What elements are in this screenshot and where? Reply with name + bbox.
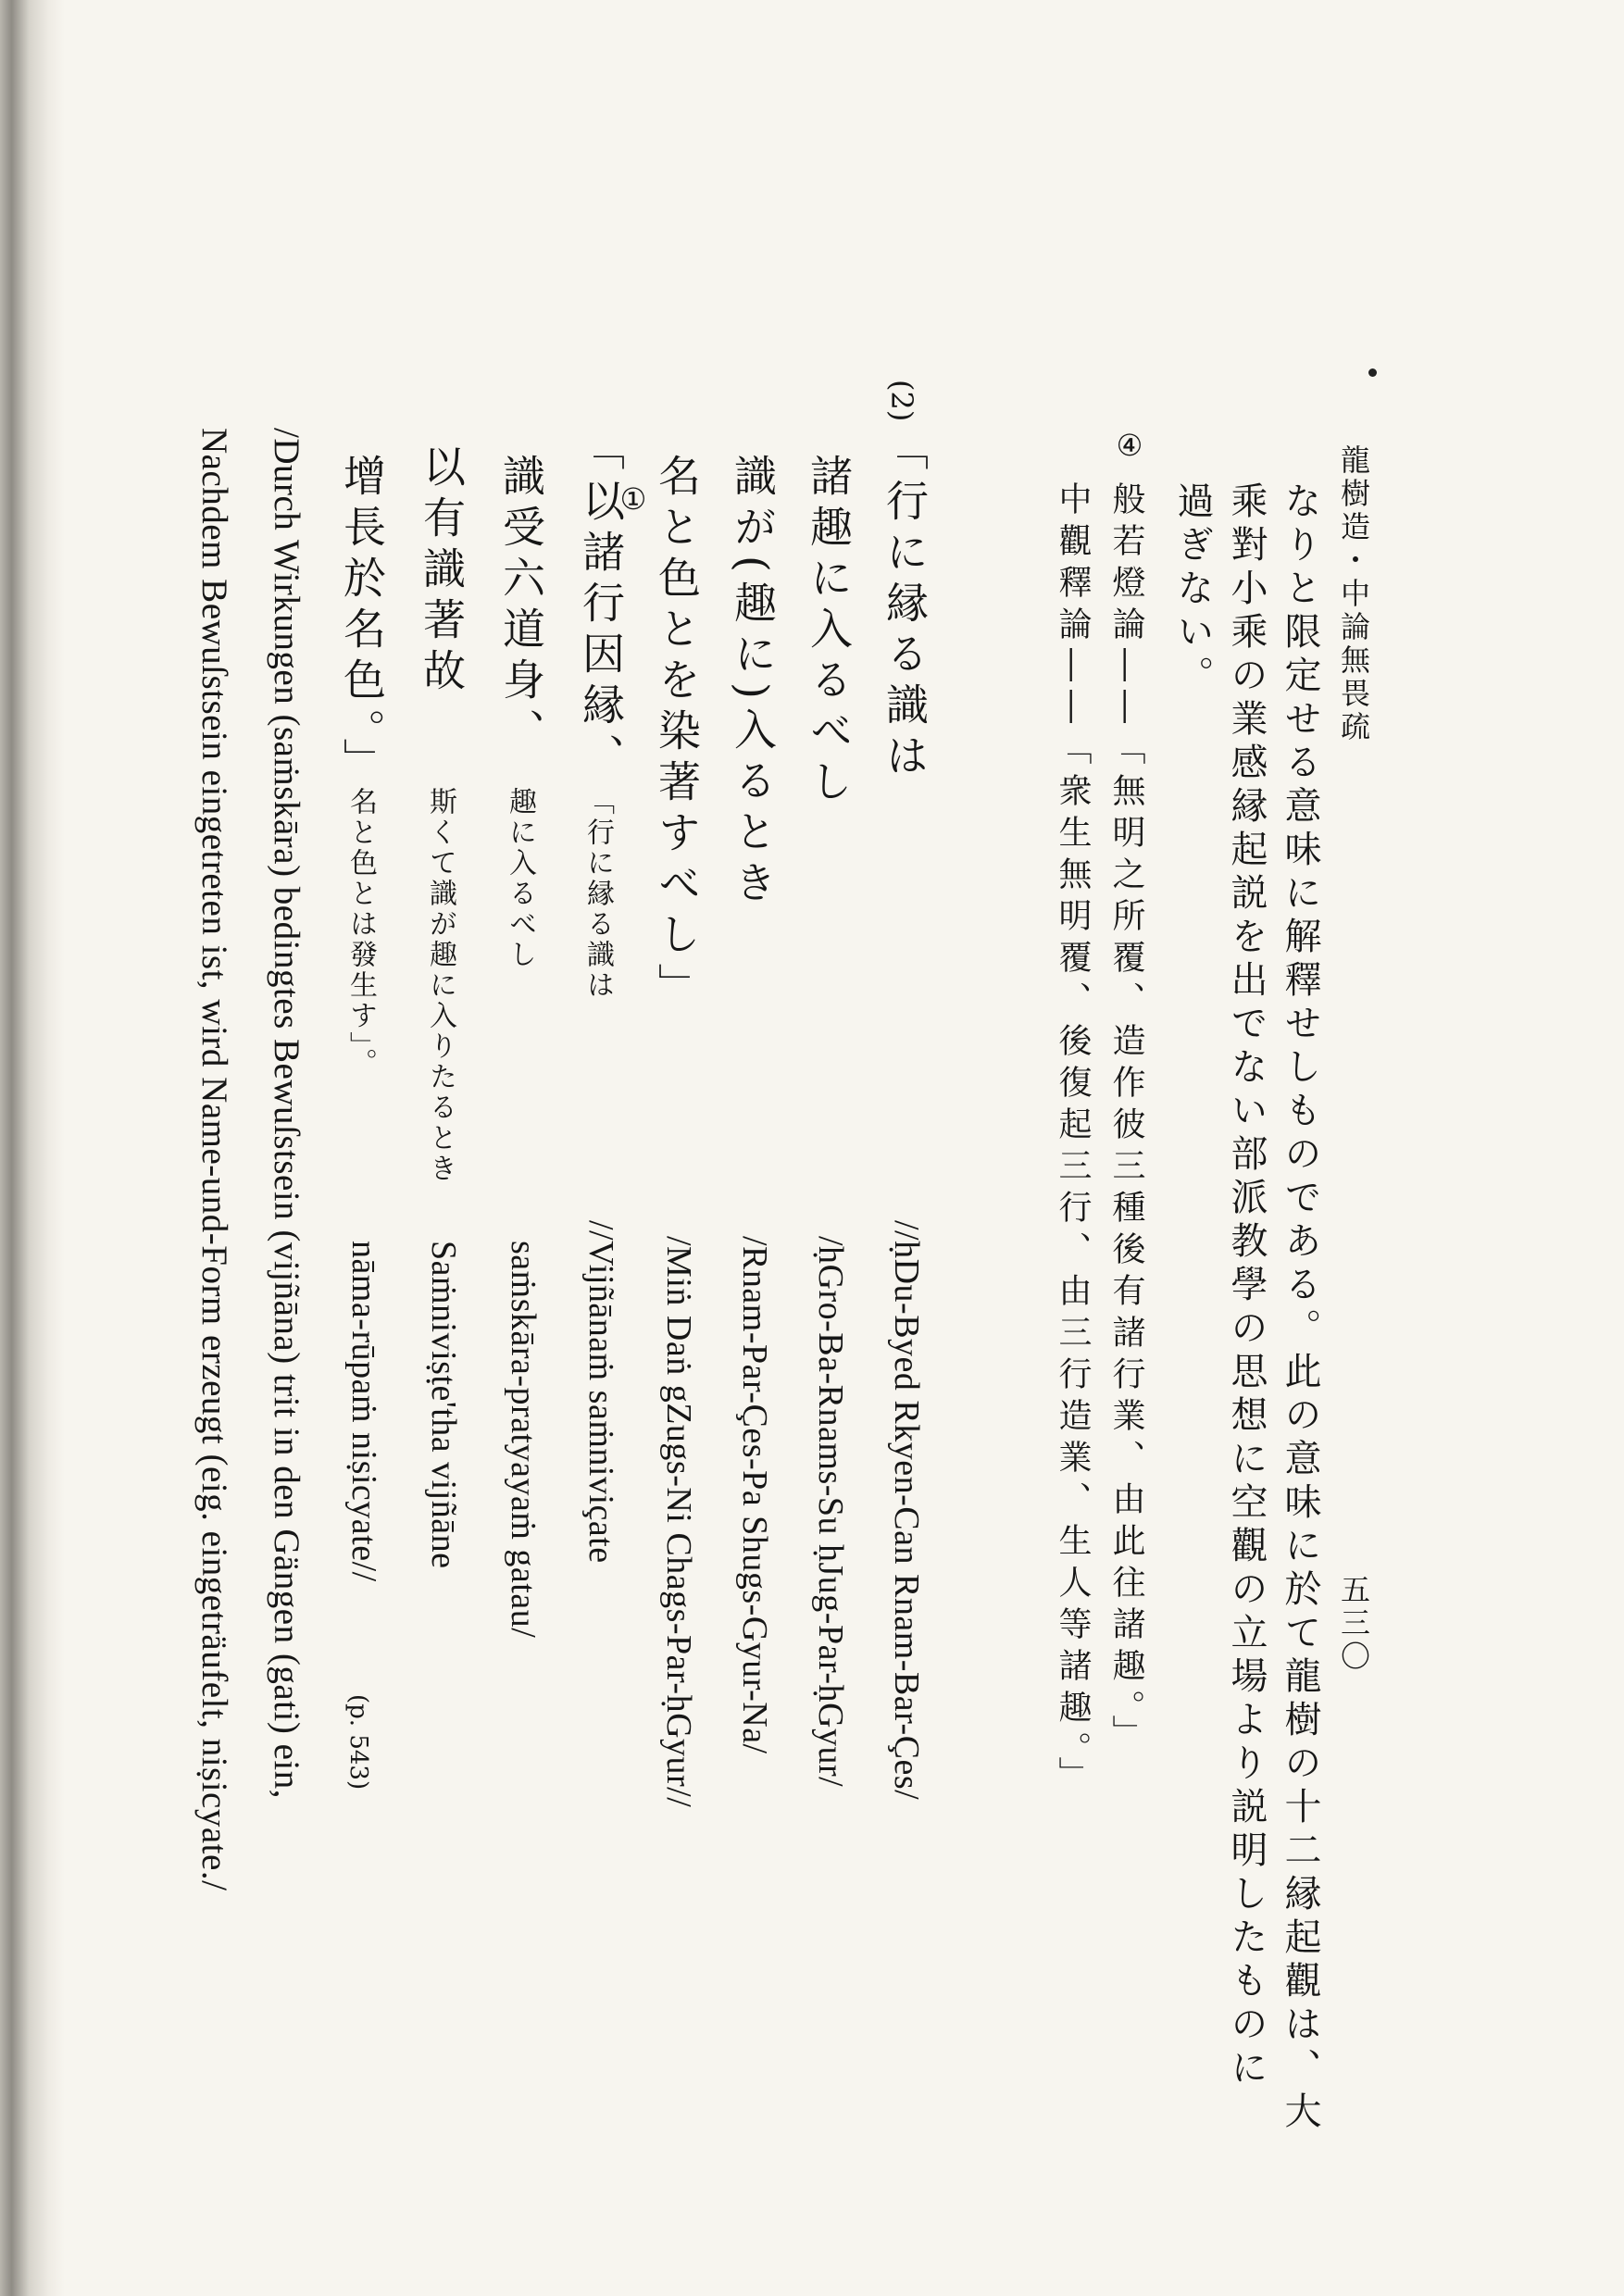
section-2-marker: (2)	[884, 380, 919, 422]
tibetan-line-4: /Miṅ Daṅ gZugs-Ni Chags-Par-ḥGyur//	[659, 1236, 698, 1808]
running-title: 龍樹造・中論無畏疏	[1336, 444, 1371, 744]
note-4-line-2: 中觀釋論――「衆生無明覆、後復起三行、由三行造業、生人等諸趣。」	[1054, 481, 1092, 1798]
sanskrit-line-1: //Vijñānaṁ saṁniviçate	[581, 1220, 620, 1564]
gloss-line-3: 斯くて識が趣に入りたるとき	[424, 787, 456, 1184]
ink-dot	[1368, 368, 1377, 377]
verse-line-6: 識受六道身、	[496, 454, 546, 759]
body-line-1: なりと限定せる意味に解釋せしものである。此の意味に於て龍樹の十二縁起觀は、大	[1279, 481, 1321, 2135]
gloss-line-2: 趣に入るべし	[504, 787, 536, 970]
page-reference: (p. 543)	[344, 1694, 372, 1791]
verse-line-3: 識が(趣に)入るとき	[728, 454, 778, 911]
verse-line-8: 增長於名色。」	[337, 454, 387, 789]
verse-line-7: 以有識著故	[417, 444, 467, 699]
note-4-marker: ④	[1112, 428, 1147, 463]
german-line-2: Nachdem Bewuſstsein eingetreten ist, wird Name-und-Form erzeugt (eig. eingeträufelt, niṣicyate./	[194, 428, 234, 1891]
note-4-line-1: 般若燈論――「無明之所覆、造作彼三種後有諸行業、由此往諸趣。」	[1107, 481, 1145, 1756]
german-line-1: /Durch Wirkungen (saṁskāra) bedingtes Bewuſstsein (vijñāna) trit in den Gängen (gati) ein,	[267, 428, 306, 1799]
verse-line-4: 名と色とを染著すべし」	[652, 454, 702, 1014]
sanskrit-line-4: nāma-rūpaṁ niṣicyate//	[344, 1241, 383, 1582]
gloss-line-4: 名と色とは發生す」。	[344, 787, 377, 1079]
circled-marker-1: ①	[616, 481, 651, 517]
scan-binding-shadow	[0, 0, 65, 2296]
tibetan-line-2: /ḥGro-Ba-Rnams-Su ḥJug-Par-ḥGyur/	[811, 1236, 850, 1788]
verse-line-2: 諸趣に入るべし	[804, 454, 854, 810]
sanskrit-line-2: saṁskāra-pratyayaṁ gatau/	[504, 1241, 543, 1639]
tibetan-line-1: //ḥDu-Byed Rkyen-Can Rnam-Bar-Çes/	[887, 1220, 926, 1801]
sanskrit-line-3: Saṁniviṣṭe'tha vijñāne	[424, 1241, 463, 1569]
tibetan-line-3: /Rnam-Par-Çes-Pa Shugs-Gyur-Na/	[735, 1236, 774, 1754]
verse-line-5: 「以諸行因縁、	[576, 428, 626, 784]
gloss-line-1: 「行に縁る識は	[581, 787, 614, 1001]
body-line-3: 過ぎない。	[1171, 481, 1214, 699]
page-number: 五三〇	[1336, 1574, 1371, 1674]
body-line-2: 乘對小乘の業感縁起説を出でない部派教學の思想に空觀の立場より説明したものに	[1225, 481, 1268, 2091]
verse-line-1: 「行に縁る識は	[880, 428, 930, 784]
